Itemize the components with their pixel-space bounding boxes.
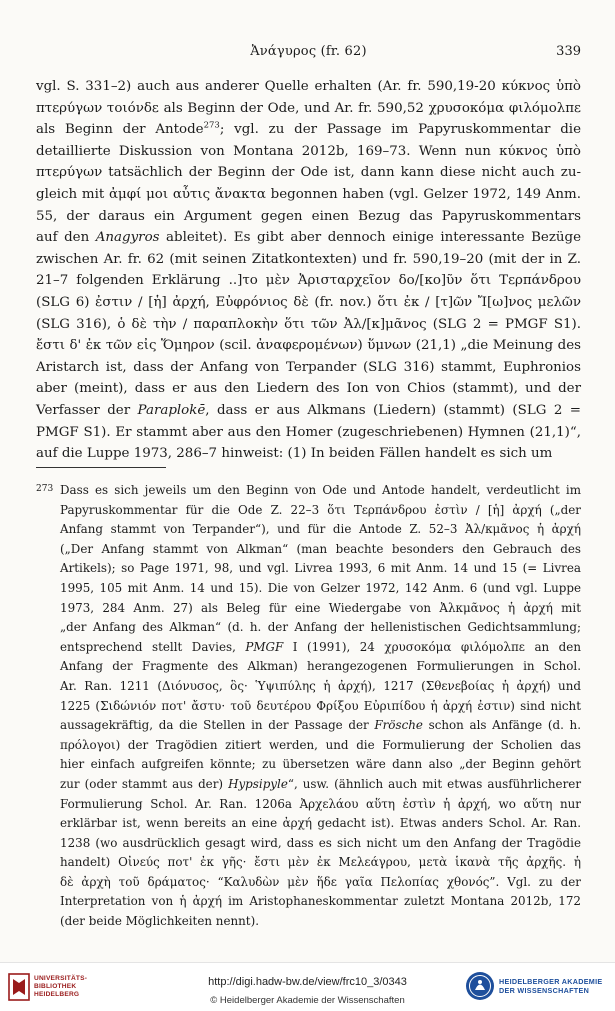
text-line: aber (meint), dass er aus den Liedern des Ion von Chios (stammt), und der <box>36 381 581 397</box>
footnote-line-part: schon als Anfänge (d. h. <box>422 718 581 733</box>
footnote-line: handelt) Οἰνεύς ποτ' ἐκ γῆς· ἔστι μὲν ἐκ Μελεάγρου, μετὰ ἱκανὰ τῆς ἀρχῆς. ἡ <box>60 855 581 870</box>
text-line: (SLG 316), ὁ δὲ τὴν / παραπλοκὴν ὅτι τῶν Ἀλ/[κ]μᾶνος (SLG 2 = PMGF S1). <box>36 316 581 332</box>
text-line-part: auf den <box>36 230 96 246</box>
text-line: (SLG 6) ἐστιν / [ἡ] ἀρχή, Εὐφρόνιος δὲ (fr. nov.) ὅτι ἐκ / [τ]ῶν Ἴ[ω]νος μελῶν <box>36 294 581 310</box>
footnote-line: Interpretation von ἡ ἀρχή im Aristophaneskommentar zuletzt Montana 2012b, 172 <box>60 894 581 909</box>
text-line: gleich mit ἀμφί μοι αὖτις ἄνακτα begonnen haben (vgl. Gelzer 1972, 149 Anm. <box>36 186 581 202</box>
permalink-url[interactable]: http://digi.hadw-bw.de/view/frc10_3/0343 <box>208 976 407 988</box>
library-logo-line: UNIVERSITÄTS- <box>34 975 88 982</box>
footnote-line: Anfang der Fragmente des Alkman) herangezogenen Formulierungen in Schol. <box>60 659 581 674</box>
text-line: auf die Luppe 1973, 286–7 hinweist: (1) In beiden Fällen handelt es sich um <box>36 446 553 462</box>
running-head <box>36 44 581 64</box>
text-line <box>36 227 581 249</box>
footnote-line: Formulierung Schol. Ar. Ran. 1206a Ἀρχελάου αὕτη ἐστὶν ἡ ἀρχή, wo αὕτη nur <box>60 796 581 811</box>
footnote-line-part: aussagekräftig, da die Stellen in der Passage der <box>60 718 375 733</box>
footnote-line <box>36 638 581 658</box>
footnote-273 <box>36 480 581 932</box>
academy-logo-text <box>499 977 602 995</box>
library-logo-line: BIBLIOTHEK <box>34 983 77 990</box>
footnote-number: 273 <box>36 484 54 494</box>
library-logo-line: HEIDELBERG <box>34 991 80 998</box>
footnote-line <box>36 480 581 501</box>
italic-title: Frösche <box>374 718 423 733</box>
footnote-line: Anfang stammt von Terpander“), und für die Antode Z. 52–3 Ἀλ/κμᾶνος ἡ ἀρχή <box>60 522 581 537</box>
text-line-part: Verfasser der <box>36 402 138 418</box>
footnote-line: Ar. Ran. 1211 (Διόνυσος, ὃς· Ὑψιπύλης ἡ ἀρχή), 1217 (Σθενεβοίας ἡ ἀρχή) und <box>60 678 581 693</box>
footnote-line: Papyruskommentar für die Ode Z. 22–3 ὅτι Τερπάνδρου ἐστὶν / [ἡ] ἀρχή („der <box>60 502 581 517</box>
page-title: Ἀνάγυρος (fr. 62) <box>250 44 367 59</box>
text-line-part: als Beginn der Antode <box>36 122 204 138</box>
footnote-separator <box>36 467 166 468</box>
academy-logo-line: HEIDELBERGER AKADEMIE <box>499 977 603 986</box>
italic-title: Hypsipyle <box>228 776 288 791</box>
footnote-reference[interactable]: 273 <box>203 120 220 131</box>
main-text-body <box>36 76 581 465</box>
text-line: πτερύγων tatsächlich der Beginn der Ode ist, dann kann diese nicht auch zu- <box>36 165 581 181</box>
italic-title: PMGF <box>245 639 284 654</box>
footnote-line-part: “, usw. (ähnlich auch mit etwas ausführlicherer <box>287 776 581 791</box>
italic-title: Paraplokē <box>137 402 206 418</box>
footnote-line-part: zur (oder stammt aus der) <box>60 776 229 791</box>
footnote-line: „der Anfang des Alkman“ (d. h. der Anfang der hellenistischen Gedichtsammlung; <box>60 620 581 635</box>
footnote-line-part: I (1991), 24 χρυσοκόμα φιλόμολπε an den <box>283 639 581 654</box>
text-line: zwischen Ar. fr. 62 (mit seinen Zitatkontexten) und fr. 590,19–20 (mit der in Z. <box>36 251 581 267</box>
footnote-line-part: Dass es sich jeweils um den Beginn von Ode und Antode handelt, verdeutlicht im <box>60 483 581 497</box>
footnote-line: Artikels); so Page 1971, 98, und vgl. Livrea 1993, 6 mit Anm. 14 und 15 (= Livrea <box>60 561 581 576</box>
footnote-line: πρόλογοι) der Tragödien zitiert werden, und die Formulierung der Scholien das <box>60 737 581 752</box>
text-line: 55, der daraus ein Argument gegen einen Bezug das Papyruskommentars <box>36 208 581 224</box>
academy-logo-line: DER WISSENSCHAFTEN <box>499 986 590 995</box>
text-line-part: , dass er aus Alkmans (Liedern) (stammt) (SLG 2 = <box>205 402 582 418</box>
footnote-line: δὲ ἀρχὴ τοῦ δράματος· “Καλυδὼν μὲν ἥδε γαῖα Πελοπίας χθονός”. Vgl. zu der <box>60 874 581 889</box>
text-line: vgl. S. 331–2) auch aus anderer Quelle erhalten (Ar. fr. 590,19-20 κύκνος ὑπὸ <box>36 79 581 94</box>
footnote-line: 1973, 284 Anm. 27) als Beleg für eine Wiedergabe von Ἀλκμᾶνος ἡ ἀρχή mit <box>60 600 581 615</box>
footnote-line: („Der Anfang stammt von Alkman“ (man beachte besonders den Gebrauch des <box>60 541 581 556</box>
footnote-line: 1995, 105 mit Anm. 14 und 15). Die von Gelzer 1972, 142 Anm. 6 (und vgl. Luppe <box>60 580 581 595</box>
text-line <box>36 400 581 422</box>
footnote-line <box>36 775 581 795</box>
footnote-line <box>36 716 581 736</box>
text-line: 21–7 folgenden Erklärung ..]το μὲν Ἀρισταρχεῖον δο/[κο]ῦν ὅτι Τερπάνδρου <box>36 273 581 289</box>
footnote-line: 1225 (Σιδώνιόν ποτ' ἄστυ· τοῦ δευτέρου Φρίξου Εὐριπίδου ἡ ἀρχή ἐστιν) sind nicht <box>60 698 581 713</box>
footnote-line: 1238 (wo ausdrücklich gesagt wird, dass es sich nicht um den Anfang der Tragödie <box>60 835 581 850</box>
academy-seal-icon <box>465 971 495 1001</box>
italic-title: Anagyros <box>95 230 160 246</box>
academy-logo[interactable] <box>465 971 605 1003</box>
footnote-line-part: entsprechend stellt Davies, <box>60 639 246 654</box>
footnote-line: hier einfach aufgreifen könnte; zu übersetzen wäre dann also „der Beginn gehört <box>60 757 581 772</box>
text-line-part: ; vgl. zu der Passage im Papyruskommentar die <box>219 122 581 138</box>
text-line-part: ableitet). Es gibt aber dennoch einige interessante Bezüge <box>159 230 582 246</box>
page-number: 339 <box>556 44 581 59</box>
footnote-line: (der beide Möglichkeiten nennt). <box>60 914 260 929</box>
text-line: PMGF S1). Er stammt aber aus den Homer (zugeschriebenen) Hymnen (21,1)“, <box>36 424 581 440</box>
text-line: ἔστι δ' ἐκ τῶν εἰς Ὅμηρον (scil. ἀναφερομένων) ὕμνων (21,1) „die Meinung des <box>36 338 581 354</box>
copyright-notice: © Heidelberger Akademie der Wissenschaften <box>210 995 405 1006</box>
page-footer <box>0 962 615 1011</box>
text-line <box>36 119 581 141</box>
text-line: Aristarch ist, dass der Anfang von Terpander (SLG 316) stammt, Euphronios <box>36 359 581 375</box>
text-line: detaillierte Diskussion von Montana 2012b, 169–73. Wenn nun κύκνος ὑπὸ <box>36 143 581 159</box>
text-line: πτερύγων τοιόνδε als Beginn der Ode, und Ar. fr. 590,52 χρυσοκόμα φιλόμολπε <box>36 100 581 116</box>
footnote-line: erklärbar ist, wenn bereits an eine ἀρχή gedacht ist). Etwas anders Schol. Ar. Ran. <box>60 816 581 831</box>
